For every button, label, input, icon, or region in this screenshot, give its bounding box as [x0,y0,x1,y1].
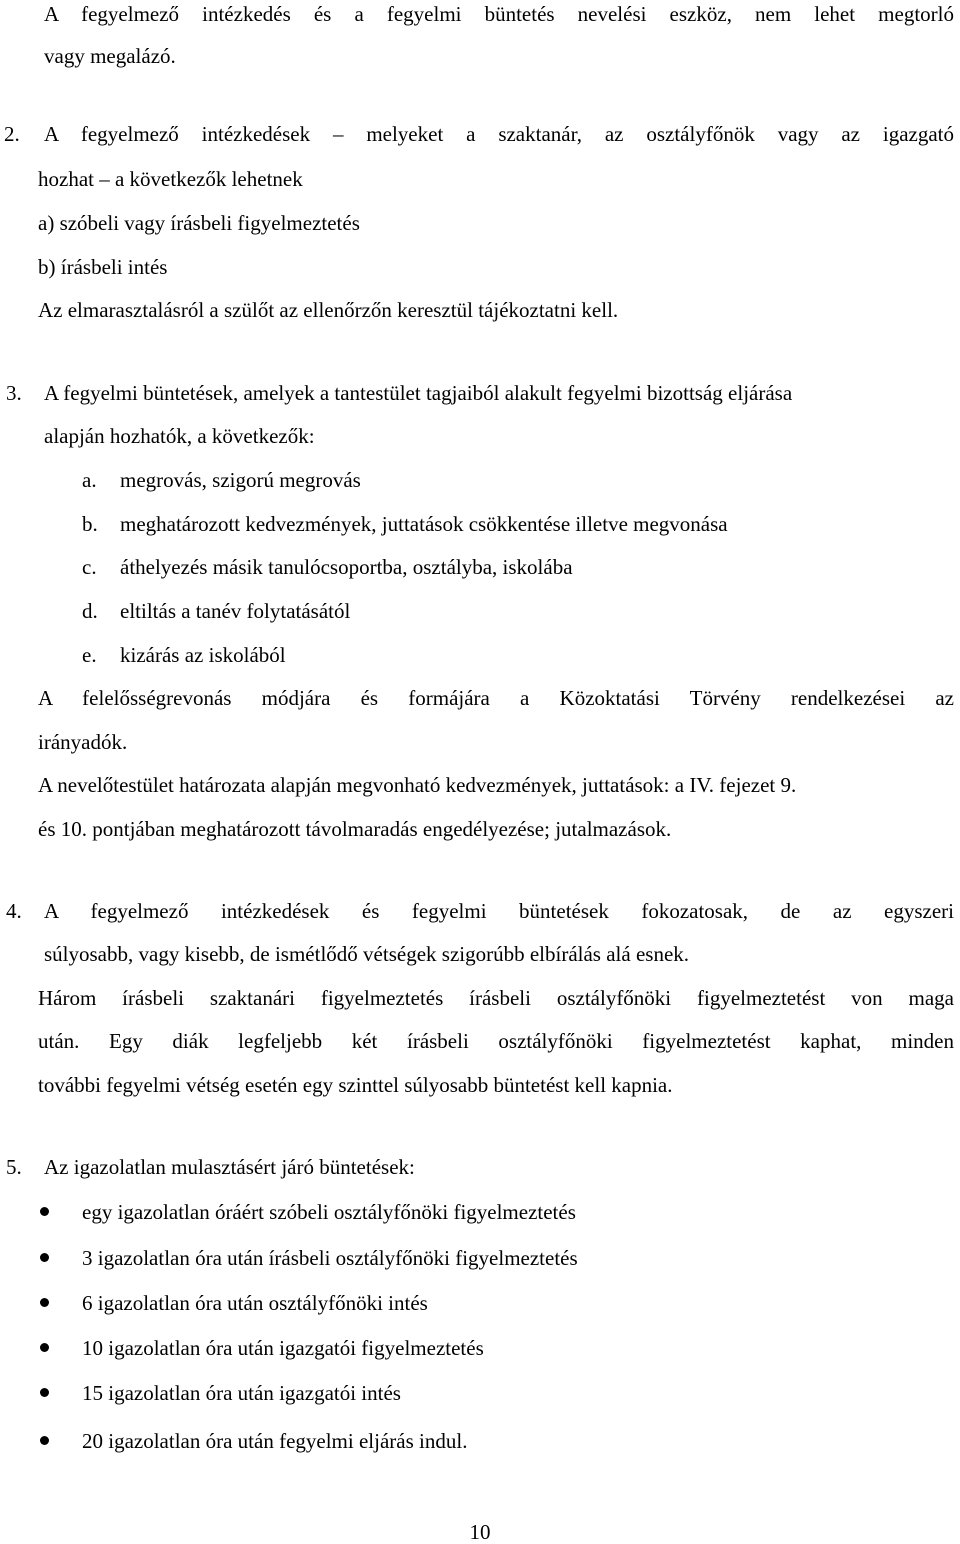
section-3-line-2: alapján hozhatók, a következők: [44,424,315,448]
intro-line-1: A fegyelmező intézkedés és a fegyelmi büntetés nevelési eszköz, nem lehet megtorló [44,2,954,26]
section-2-note: Az elmarasztalásról a szülőt az ellenőrzőn keresztül tájékoztatni kell. [38,298,619,322]
bullet-icon [40,1436,49,1445]
section-2-item-a: a) szóbeli vagy írásbeli figyelmeztetés [38,211,360,235]
section-3-item-text: meghatározott kedvezmények, juttatások csökkentése illetve megvonása [120,512,728,536]
bullet-icon [40,1207,49,1216]
section-3-number: 3. [6,381,22,405]
section-3-para-1-line-1: A felelősségrevonás módjára és formájára a Közoktatási Törvény rendelkezései az [38,686,954,710]
section-4-line-2: súlyosabb, vagy kisebb, de ismétlődő vétségek szigorúbb elbírálás alá esnek. [44,942,690,966]
section-5-bullet-text: 20 igazolatlan óra után fegyelmi eljárás indul. [82,1429,468,1453]
section-2-item-b: b) írásbeli intés [38,255,168,279]
section-3-item-text: kizárás az iskolából [120,643,286,667]
section-3-item-marker: e. [82,643,97,667]
section-3-para-2-line-1: A nevelőtestület határozata alapján megvonható kedvezmények, juttatások: a IV. fejezet 9. [38,773,797,797]
section-3-para-2-line-2: és 10. pontjában meghatározott távolmaradás engedélyezése; jutalmazások. [38,817,672,841]
intro-line-2: vagy megalázó. [44,44,176,68]
bullet-icon [40,1253,49,1262]
bullet-icon [40,1343,49,1352]
section-5-bullet-text: 15 igazolatlan óra után igazgatói intés [82,1381,401,1405]
section-3-item-marker: b. [82,512,98,536]
section-2-number: 2. [4,122,20,146]
section-4-para-line-2: után. Egy diák legfeljebb két írásbeli osztályfőnöki figyelmeztetést kaphat, minden [38,1029,954,1053]
section-3-item-text: áthelyezés másik tanulócsoportba, osztályba, iskolába [120,555,573,579]
section-3-item-marker: d. [82,599,98,623]
section-4-number: 4. [6,899,22,923]
section-3-para-1-line-2: irányadók. [38,730,128,754]
section-5-bullet-text: 10 igazolatlan óra után igazgatói figyelmeztetés [82,1336,484,1360]
page-number: 10 [469,1520,491,1544]
section-5-bullet-text: egy igazolatlan óráért szóbeli osztályfőnöki figyelmeztetés [82,1200,576,1224]
section-5-bullet-text: 6 igazolatlan óra után osztályfőnöki intés [82,1291,428,1315]
section-3-item-text: megrovás, szigorú megrovás [120,468,361,492]
section-5-number: 5. [6,1155,22,1179]
section-3-item-marker: a. [82,468,97,492]
section-5-heading: Az igazolatlan mulasztásért járó büntetések: [44,1155,415,1179]
section-2-line-2: hozhat – a következők lehetnek [38,167,303,191]
bullet-icon [40,1298,49,1307]
section-5-bullet-text: 3 igazolatlan óra után írásbeli osztályfőnöki figyelmeztetés [82,1246,578,1270]
section-4-para-line-3: további fegyelmi vétség esetén egy szinttel súlyosabb büntetést kell kapnia. [38,1073,673,1097]
section-3-item-marker: c. [82,555,97,579]
bullet-icon [40,1388,49,1397]
section-3-item-text: eltiltás a tanév folytatásától [120,599,351,623]
section-3-line-1: A fegyelmi büntetések, amelyek a tantestület tagjaiból alakult fegyelmi bizottság eljárása [44,381,793,405]
section-4-line-1: A fegyelmező intézkedések és fegyelmi büntetések fokozatosak, de az egyszeri [44,899,954,923]
section-2-line-1: A fegyelmező intézkedések – melyeket a szaktanár, az osztályfőnök vagy az igazgató [44,122,954,146]
section-4-para-line-1: Három írásbeli szaktanári figyelmeztetés írásbeli osztályfőnöki figyelmeztetést von maga [38,986,954,1010]
